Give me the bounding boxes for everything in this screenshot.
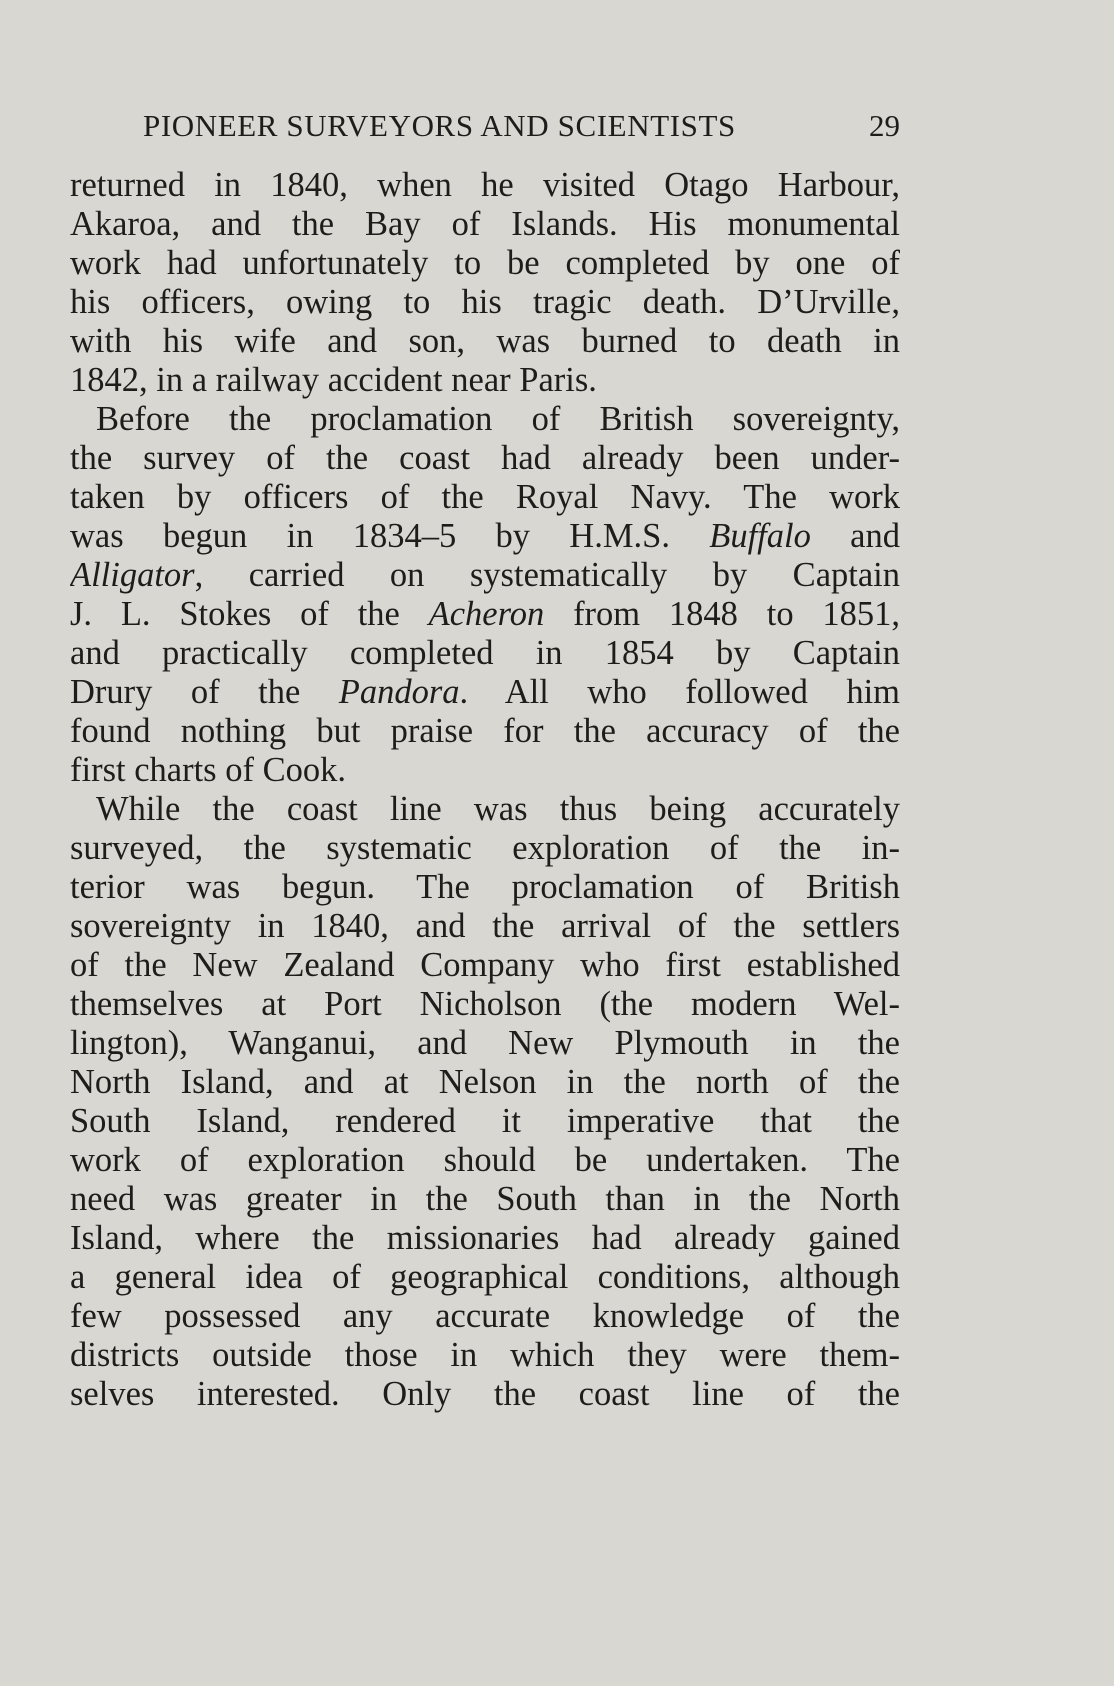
text-line: few possessed any accurate knowledge of the	[70, 1297, 900, 1335]
text-line: While the coast line was thus being accurately	[96, 790, 900, 828]
text-line: selves interested. Only the coast line of the	[70, 1375, 900, 1413]
text-line	[70, 556, 900, 595]
text-segment: was begun in 1834–5 by H.M.S.	[70, 517, 710, 555]
text-line: surveyed, the systematic exploration of the in-	[70, 829, 900, 867]
running-title: PIONEER SURVEYORS AND SCIENTISTS	[143, 108, 736, 143]
page-number: 29	[869, 108, 900, 143]
text-line: lington), Wanganui, and New Plymouth in the	[70, 1024, 900, 1062]
text-line: found nothing but praise for the accuracy of the	[70, 712, 900, 750]
text-line: work had unfortunately to be completed by one of	[70, 244, 900, 282]
ship-name: Acheron	[428, 595, 545, 633]
text-line: themselves at Port Nicholson (the modern Wel-	[70, 985, 900, 1023]
text-segment: Drury of the	[70, 673, 339, 711]
text-line: first charts of Cook.	[70, 751, 346, 789]
text-line: South Island, rendered it imperative that the	[70, 1102, 900, 1140]
text-line: the survey of the coast had already been under-	[70, 439, 900, 477]
text-segment: from 1848 to 1851,	[544, 595, 900, 633]
text-line	[70, 673, 900, 712]
text-line: and practically completed in 1854 by Captain	[70, 634, 900, 672]
body-text	[70, 166, 900, 1414]
running-head	[70, 103, 900, 149]
text-line: a general idea of geographical conditions, although	[70, 1258, 900, 1296]
text-line: sovereignty in 1840, and the arrival of the settlers	[70, 907, 900, 945]
text-line: terior was begun. The proclamation of British	[70, 868, 900, 906]
text-line: need was greater in the South than in the North	[70, 1180, 900, 1218]
text-line: Akaroa, and the Bay of Islands. His monumental	[70, 205, 900, 243]
ship-name: Buffalo	[709, 517, 811, 555]
ship-name: Alligator	[70, 556, 195, 594]
text-segment: and	[810, 517, 900, 555]
text-segment: . All who followed him	[459, 673, 900, 711]
text-segment: J. L. Stokes of the	[70, 595, 429, 633]
text-line: work of exploration should be undertaken. The	[70, 1141, 900, 1179]
text-line: Island, where the missionaries had already gained	[70, 1219, 900, 1257]
text-line: Before the proclamation of British sovereignty,	[96, 400, 900, 438]
text-line: North Island, and at Nelson in the north of the	[70, 1063, 900, 1101]
text-line: taken by officers of the Royal Navy. The work	[70, 478, 900, 516]
text-line: of the New Zealand Company who first established	[70, 946, 900, 984]
text-line	[70, 517, 900, 556]
text-line: his officers, owing to his tragic death. D’Urville,	[70, 283, 900, 321]
text-line: returned in 1840, when he visited Otago Harbour,	[70, 166, 900, 204]
text-line: with his wife and son, was burned to death in	[70, 322, 900, 360]
text-line	[70, 595, 900, 634]
text-segment: , carried on systematically by Captain	[194, 556, 900, 594]
ship-name: Pandora	[338, 673, 460, 711]
text-line: 1842, in a railway accident near Paris.	[70, 361, 597, 399]
text-line: districts outside those in which they were them-	[70, 1336, 900, 1374]
